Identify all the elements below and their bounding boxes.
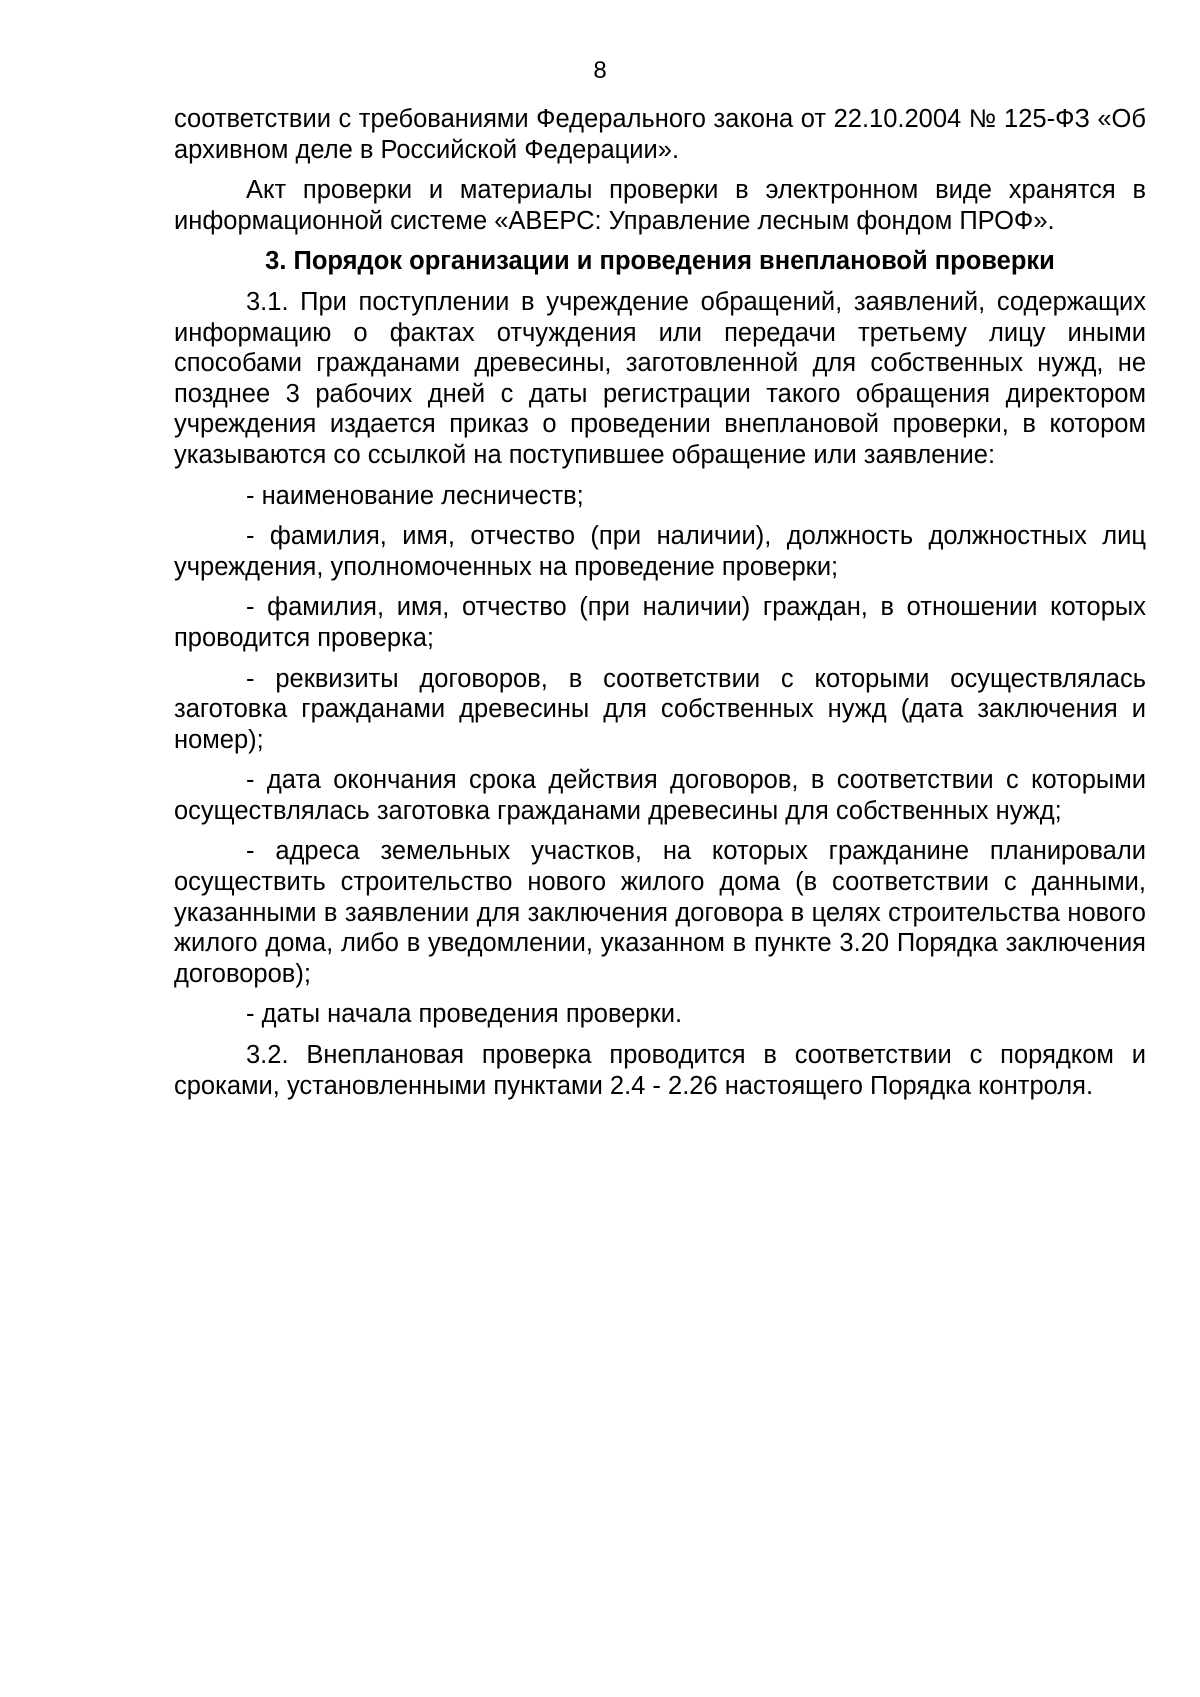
page-number: 8 — [593, 57, 607, 84]
list-item-contract-details: - реквизиты договоров, в соответствии с которыми осуществлялась заготовка гражданами древесины для собственных нужд (дата заключения и номер); — [174, 664, 1146, 754]
list-item-land-addresses: - адреса земельных участков, на которых гражданине планировали осуществить строительство нового жилого дома (в соответствии с данными, указанными в заявлении для заключения договора в целях строительства нового жилого дома, либо в уведомлении, указанном в пункте 3.20 Порядка заключения договоров); — [174, 837, 1146, 988]
list-item-citizens: - фамилия, имя, отчество (при наличии) граждан, в отношении которых проводится проверка; — [174, 593, 1146, 652]
paragraph-continuation: соответствии с требованиями Федерального закона от 22.10.2004 № 125-ФЗ «Об архивном деле в Российской Федерации». — [174, 105, 1146, 164]
list-item-start-dates: - даты начала проведения проверки. — [246, 1000, 683, 1029]
list-item-contract-end-date: - дата окончания срока действия договоров, в соответствии с которыми осуществлялась заготовка гражданами древесины для собственных нужд; — [174, 766, 1146, 825]
paragraph-3-2: 3.2. Внеплановая проверка проводится в соответствии с порядком и сроками, установленными пунктами 2.4 - 2.26 настоящего Порядка контроля. — [174, 1041, 1146, 1100]
list-item-officials: - фамилия, имя, отчество (при наличии), должность должностных лиц учреждения, уполномоченных на проведение проверки; — [174, 522, 1146, 581]
document-body — [174, 104, 1146, 1111]
paragraph-3-1: 3.1. При поступлении в учреждение обращений, заявлений, содержащих информацию о фактах отчуждения или передачи третьему лицу иными способами гражданами древесины, заготовленной для собственных нужд, не позднее 3 рабочих дней с даты регистрации такого обращения директором учреждения издается приказ о проведении внеплановой проверки, в котором указываются со ссылкой на поступившее обращение или заявление: — [174, 287, 1146, 469]
paragraph-act-storage: Акт проверки и материалы проверки в электронном виде хранятся в информационной системе «АВЕРС: Управление лесным фондом ПРОФ». — [174, 176, 1146, 235]
list-item-forestries: - наименование лесничеств; — [246, 481, 584, 510]
section-heading: 3. Порядок организации и проведения внеплановой проверки — [265, 247, 1055, 276]
